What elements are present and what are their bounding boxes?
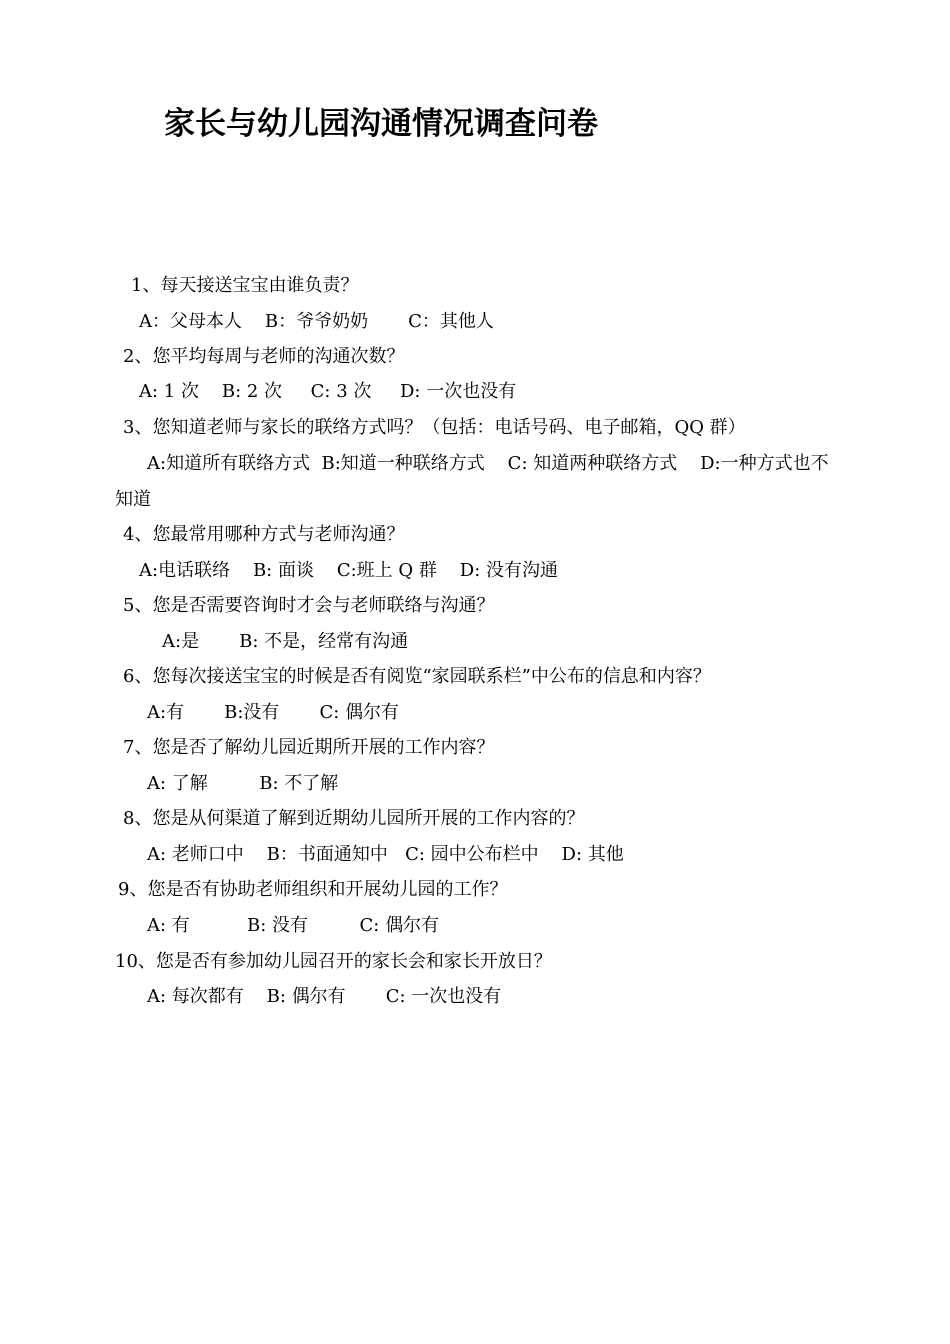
question-4-options: A:电话联络 B: 面谈 C:班上 Q 群 D: 没有沟通	[139, 560, 558, 581]
document-title: 家长与幼儿园沟通情况调查问卷	[164, 106, 598, 142]
question-6-options: A:有 B:没有 C: 偶尔有	[147, 702, 400, 723]
question-10: 10、您是否有参加幼儿园召开的家长会和家长开放日？	[115, 951, 552, 972]
question-2: 2、您平均每周与老师的沟通次数？	[123, 346, 405, 367]
question-3-options-continued: 知道	[115, 489, 151, 510]
question-9-options: A: 有 B: 没有 C: 偶尔有	[147, 915, 440, 936]
question-3: 3、您知道老师与家长的联络方式吗？（包括：电话号码、电子邮箱，QQ 群）	[123, 417, 746, 438]
question-5-options: A:是 B: 不是，经常有沟通	[162, 631, 409, 652]
question-9: 9、您是否有协助老师组织和开展幼儿园的工作？	[118, 879, 508, 900]
question-2-options: A: 1 次 B: 2 次 C: 3 次 D: 一次也没有	[139, 381, 517, 402]
question-7-options: A: 了解 B: 不了解	[147, 773, 339, 794]
question-5: 5、您是否需要咨询时才会与老师联络与沟通？	[123, 595, 495, 616]
question-6: 6、您每次接送宝宝的时候是否有阅览“家园联系栏”中公布的信息和内容？	[123, 666, 711, 687]
question-8-options: A: 老师口中 B：书面通知中 C: 园中公布栏中 D: 其他	[147, 844, 624, 865]
question-8: 8、您是从何渠道了解到近期幼儿园所开展的工作内容的？	[123, 808, 585, 829]
question-7: 7、您是否了解幼儿园近期所开展的工作内容？	[123, 737, 495, 758]
question-4: 4、您最常用哪种方式与老师沟通？	[123, 524, 405, 545]
question-10-options: A: 每次都有 B: 偶尔有 C: 一次也没有	[147, 986, 502, 1007]
question-1-options: A：父母本人 B：爷爷奶奶 C：其他人	[139, 311, 494, 332]
question-1: 1、每天接送宝宝由谁负责？	[131, 275, 359, 296]
question-3-options: A:知道所有联络方式 B:知道一种联络方式 C: 知道两种联络方式 D:一种方式也不	[147, 453, 829, 474]
